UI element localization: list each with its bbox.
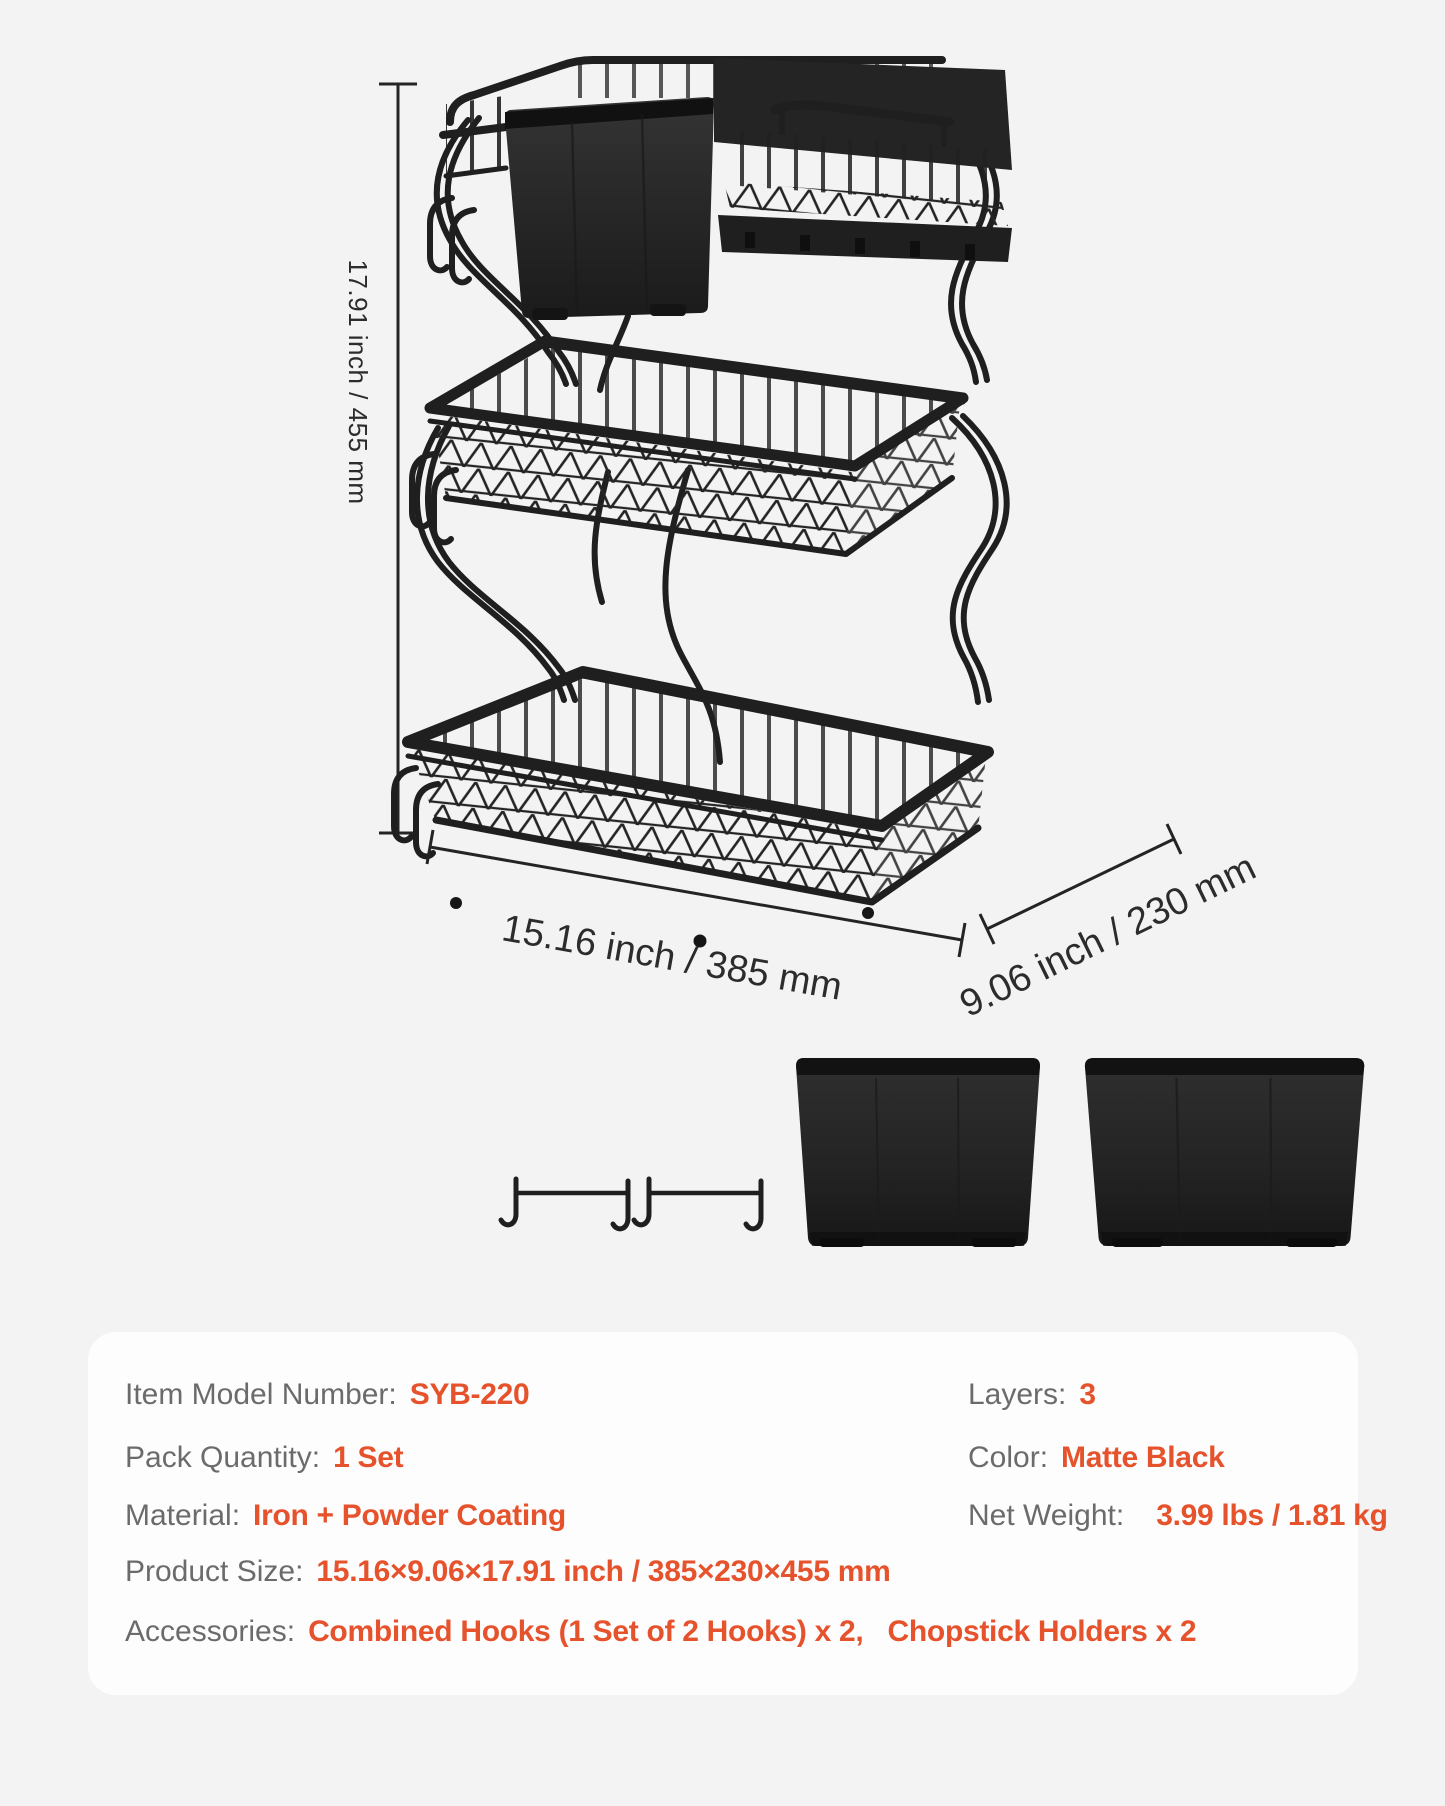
spec-row-item-model-number xyxy=(125,1377,529,1413)
spec-row-material xyxy=(125,1498,566,1534)
spec-label: Item Model Number: xyxy=(125,1378,397,1411)
spec-value: 15.16×9.06×17.91 inch / 385×230×455 mm xyxy=(316,1555,891,1588)
spec-label: Pack Quantity: xyxy=(125,1441,321,1474)
hook-set-2 xyxy=(634,1179,761,1229)
rack-illustration xyxy=(394,58,1012,948)
height-dimension xyxy=(343,84,417,833)
chopstick-holder-1 xyxy=(796,1058,1040,1247)
depth-dimension-label: 9.06 inch / 230 mm xyxy=(953,846,1263,1026)
spec-label: Material: xyxy=(125,1499,241,1532)
bottom-tier-basket xyxy=(394,672,988,948)
spec-row-pack-quantity xyxy=(125,1440,403,1476)
spec-value: Matte Black xyxy=(1061,1441,1225,1474)
spec-label: Accessories: xyxy=(125,1615,296,1648)
spec-value: Iron + Powder Coating xyxy=(253,1499,566,1532)
hook-set-1 xyxy=(501,1179,628,1229)
spec-value: 1 Set xyxy=(333,1441,404,1474)
spec-row-color xyxy=(968,1440,1224,1476)
dish-tray xyxy=(714,58,1012,262)
spec-value: 3.99 lbs / 1.81 kg xyxy=(1156,1499,1388,1532)
spec-label: Color: xyxy=(968,1441,1049,1474)
spec-label: Product Size: xyxy=(125,1555,304,1588)
spec-value: 3 xyxy=(1079,1378,1096,1411)
utensil-holder-top xyxy=(505,97,714,320)
spec-row-accessories xyxy=(125,1614,1196,1650)
chopstick-holder-2 xyxy=(1085,1058,1364,1247)
spec-card xyxy=(88,1332,1388,1695)
depth-dimension xyxy=(954,824,1263,1026)
middle-tier-basket xyxy=(412,341,963,556)
spec-row-layers xyxy=(968,1377,1096,1413)
width-dimension-label: 15.16 inch / 385 mm xyxy=(498,907,846,1009)
spec-value: Combined Hooks (1 Set of 2 Hooks) x 2, Chopstick Holders x 2 xyxy=(308,1615,1197,1648)
combined-hooks-accessory xyxy=(501,1179,761,1229)
spec-label: Layers: xyxy=(968,1378,1067,1411)
spec-row-net-weight xyxy=(968,1498,1388,1534)
top-tier-basket xyxy=(430,58,1012,320)
spec-row-product-size xyxy=(125,1554,891,1590)
spec-value: SYB-220 xyxy=(409,1378,530,1411)
spec-label: Net Weight: xyxy=(968,1499,1125,1532)
height-dimension-label: 17.91 inch / 455 mm xyxy=(343,259,373,505)
